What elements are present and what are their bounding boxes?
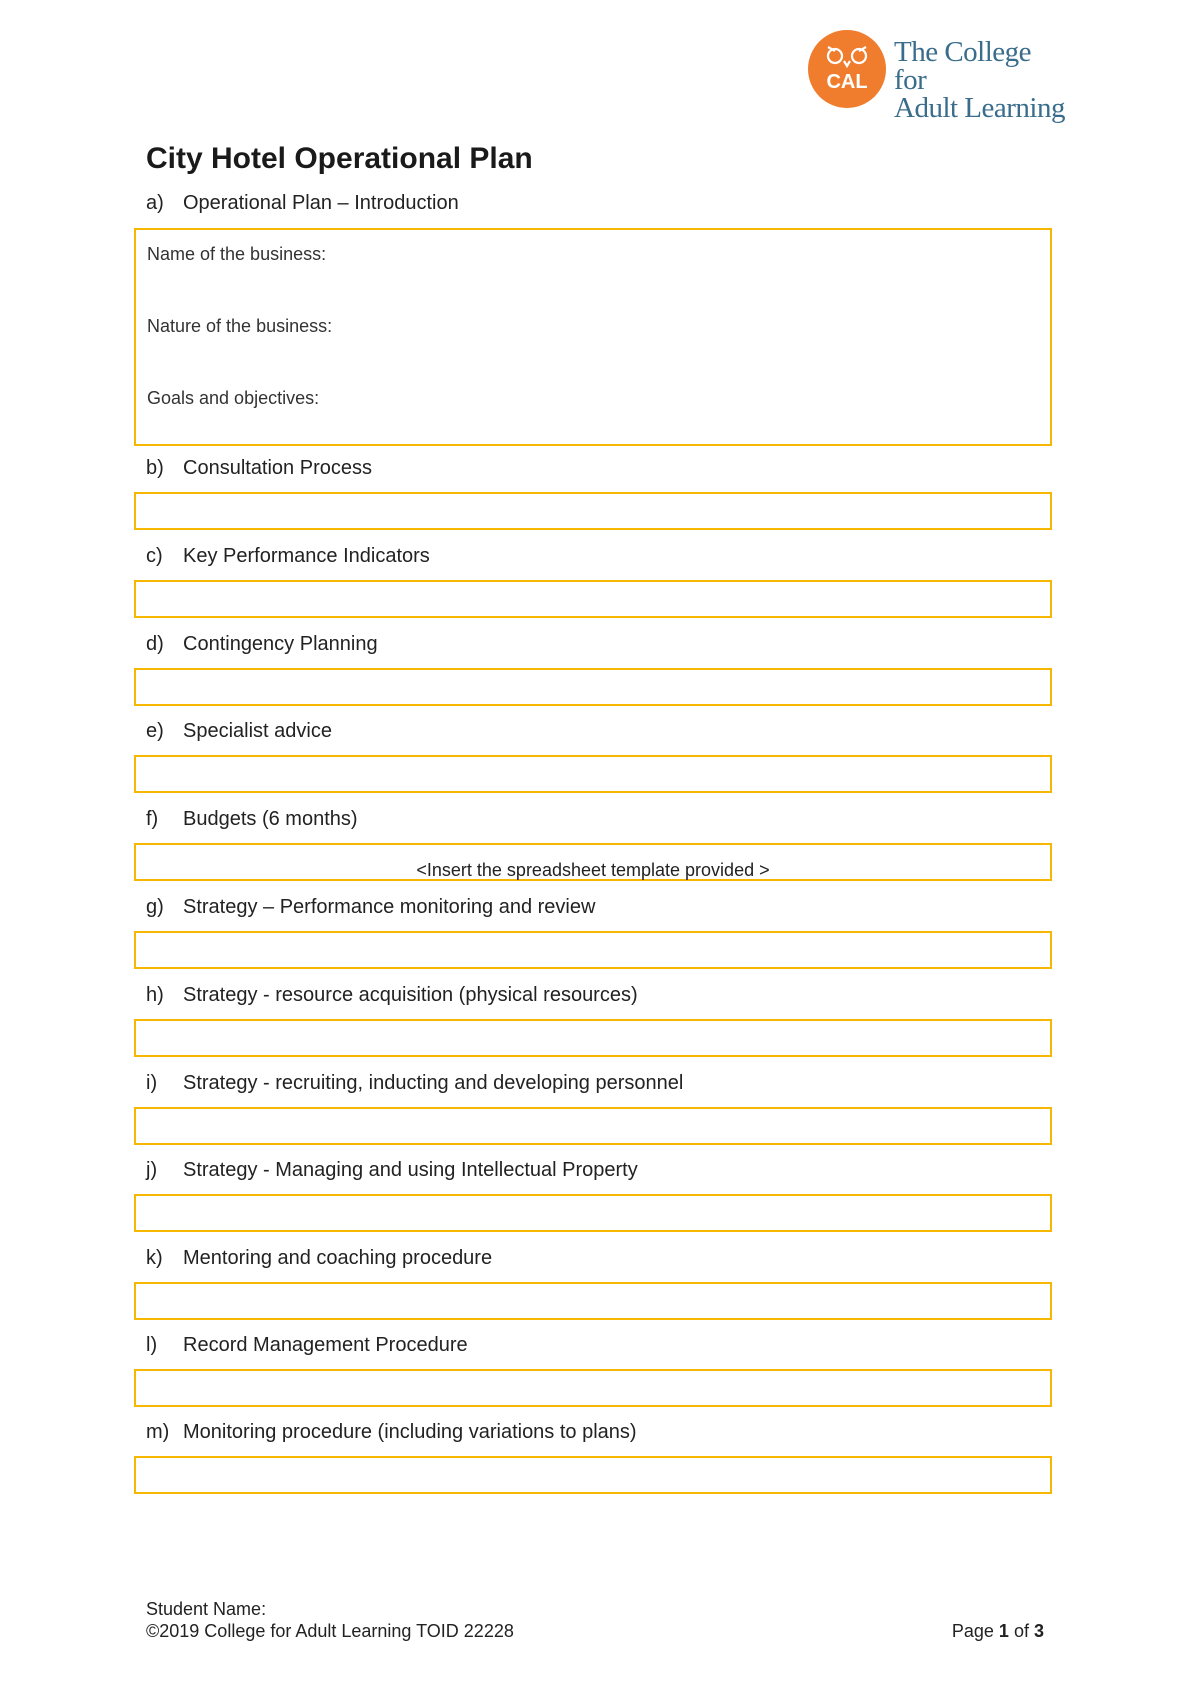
section-heading-c <box>146 545 430 568</box>
section-label: Strategy - Managing and using Intellectual Property <box>183 1159 638 1181</box>
section-letter: j) <box>146 1159 158 1181</box>
logo-text-line2: Adult Learning <box>894 92 1065 124</box>
business-nature-label: Nature of the business: <box>147 316 333 336</box>
goals-objectives-label: Goals and objectives: <box>147 388 320 408</box>
page-title: City Hotel Operational Plan <box>146 142 533 175</box>
section-letter: a) <box>146 192 164 214</box>
owl-icon <box>808 30 886 108</box>
section-letter: k) <box>146 1247 163 1269</box>
section-label: Monitoring procedure (including variations to plans) <box>183 1421 637 1443</box>
section-heading-i <box>146 1072 683 1095</box>
mentoring-box[interactable] <box>134 1282 1052 1320</box>
section-label: Budgets (6 months) <box>183 808 358 830</box>
section-letter: f) <box>146 808 159 830</box>
section-heading-g <box>146 896 595 919</box>
page-number <box>952 1621 1044 1642</box>
section-heading-k <box>146 1247 492 1270</box>
section-label: Key Performance Indicators <box>183 545 430 567</box>
section-letter: e) <box>146 720 164 742</box>
consultation-process-box[interactable] <box>134 492 1052 530</box>
record-management-box[interactable] <box>134 1369 1052 1407</box>
budgets-box[interactable] <box>134 843 1052 881</box>
page-of: of <box>1013 1621 1029 1641</box>
page-prefix: Page <box>951 1621 994 1641</box>
budgets-note: <Insert the spreadsheet template provided > <box>416 860 770 880</box>
section-letter: c) <box>146 545 163 567</box>
section-label: Record Management Procedure <box>183 1334 468 1356</box>
student-name-label: Student Name: <box>146 1599 267 1619</box>
section-heading-f <box>146 808 358 831</box>
section-heading-j <box>146 1159 638 1182</box>
section-label: Strategy - resource acquisition (physical resources) <box>183 984 638 1006</box>
resource-acquisition-box[interactable] <box>134 1019 1052 1057</box>
section-label: Contingency Planning <box>183 633 378 655</box>
section-label: Operational Plan – Introduction <box>183 192 459 214</box>
section-label: Mentoring and coaching procedure <box>183 1247 493 1269</box>
section-label: Specialist advice <box>183 720 332 742</box>
section-heading-e <box>146 720 332 743</box>
section-heading-l <box>146 1334 468 1357</box>
copyright-text: ©2019 College for Adult Learning TOID 22228 <box>146 1621 514 1641</box>
page-current: 1 <box>998 1621 1009 1641</box>
contingency-planning-box[interactable] <box>134 668 1052 706</box>
specialist-advice-box[interactable] <box>134 755 1052 793</box>
performance-monitoring-box[interactable] <box>134 931 1052 969</box>
monitoring-procedure-box[interactable] <box>134 1456 1052 1494</box>
section-letter: g) <box>146 896 164 918</box>
college-logo <box>808 30 1070 124</box>
section-letter: l) <box>146 1334 158 1356</box>
section-heading-h <box>146 984 638 1007</box>
section-label: Consultation Process <box>183 457 372 479</box>
section-heading-b <box>146 457 372 480</box>
kpi-box[interactable] <box>134 580 1052 618</box>
intro-box[interactable] <box>134 228 1052 446</box>
section-letter: b) <box>146 457 164 479</box>
logo-text-line1: The College for <box>894 36 1032 96</box>
section-heading-m <box>146 1421 637 1444</box>
section-heading-a <box>146 192 459 215</box>
business-name-label: Name of the business: <box>147 244 327 264</box>
section-label: Strategy - recruiting, inducting and developing personnel <box>183 1072 684 1094</box>
svg-text:CAL: CAL <box>826 71 868 93</box>
section-heading-d <box>146 633 378 656</box>
section-label: Strategy – Performance monitoring and review <box>183 896 596 918</box>
intellectual-property-box[interactable] <box>134 1194 1052 1232</box>
section-letter: d) <box>146 633 164 655</box>
section-letter: i) <box>146 1072 158 1094</box>
logo-wordmark <box>894 38 1070 122</box>
recruiting-box[interactable] <box>134 1107 1052 1145</box>
section-letter: h) <box>146 984 164 1006</box>
section-letter: m) <box>146 1421 170 1443</box>
page-total: 3 <box>1033 1621 1044 1641</box>
